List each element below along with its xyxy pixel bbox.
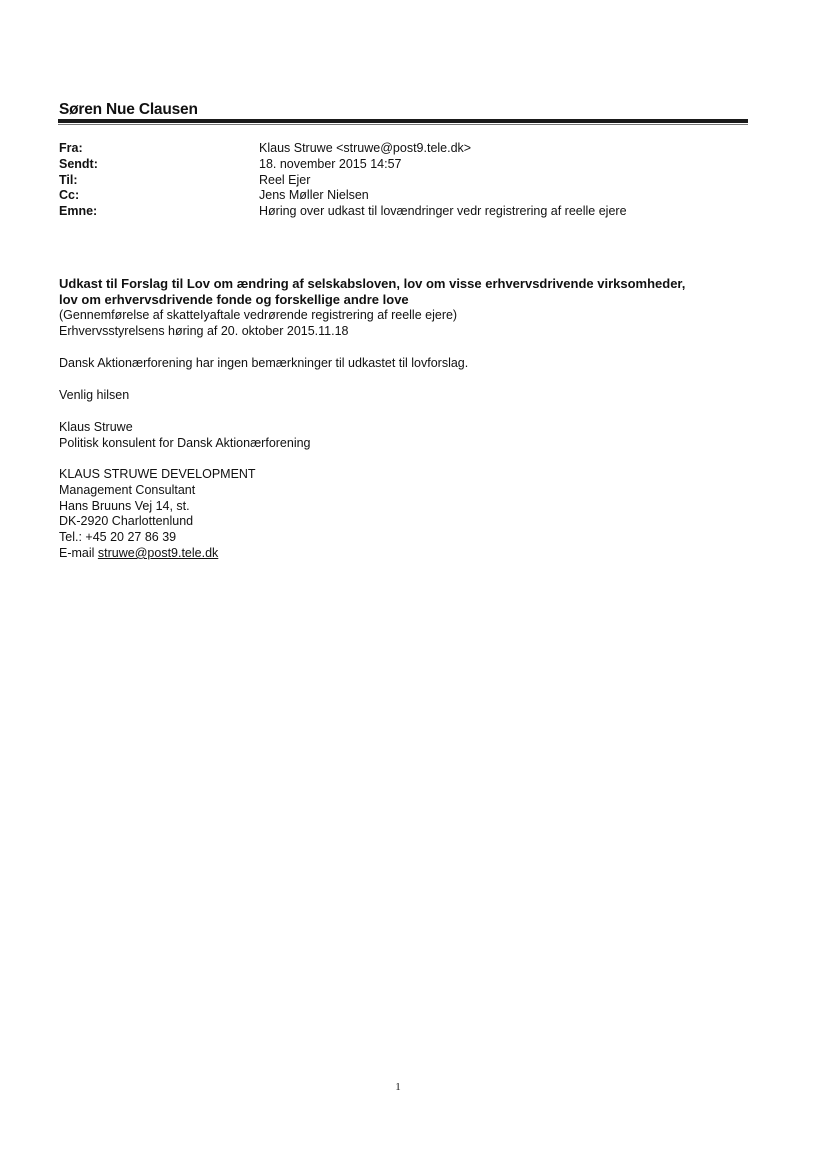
company-email-link[interactable]: struwe@post9.tele.dk	[97, 545, 219, 560]
bill-title-line-2: lov om erhvervsdrivende fonde og forskellige andre love	[59, 291, 409, 307]
header-divider	[58, 119, 748, 123]
company-name: KLAUS STRUWE DEVELOPMENT	[59, 467, 256, 481]
sent-row	[59, 157, 627, 173]
signature	[59, 420, 759, 452]
header-divider-thin	[58, 124, 748, 125]
sent-value: 18. november 2015 14:57	[259, 156, 402, 171]
sent-label: Sendt:	[59, 156, 98, 171]
email-header	[59, 141, 627, 220]
subject-label: Emne:	[59, 204, 98, 219]
sender-name: Søren Nue Clausen	[59, 101, 198, 118]
company-email-line	[59, 546, 759, 562]
signature-role: Politisk konsulent for Dansk Aktionærforening	[59, 435, 311, 450]
comment-paragraph: Dansk Aktionærforening har ingen bemærkninger til udkastet til lovforslag.	[59, 356, 469, 370]
to-value: Reel Ejer	[259, 172, 311, 187]
cc-value: Jens Møller Nielsen	[259, 188, 369, 203]
company-title: Management Consultant	[59, 482, 196, 497]
from-label: Fra:	[59, 141, 83, 155]
company-street: Hans Bruuns Vej 14, st.	[59, 498, 190, 513]
cc-row	[59, 188, 627, 204]
to-label: Til:	[59, 172, 78, 187]
subject-row	[59, 204, 627, 220]
cc-label: Cc:	[59, 188, 80, 203]
bill-subtitle-line-2: Erhvervsstyrelsens høring af 20. oktober 2015.11.18	[59, 323, 349, 338]
to-row	[59, 173, 627, 189]
company-phone: Tel.: +45 20 27 86 39	[59, 530, 177, 545]
bill-subtitle	[59, 308, 759, 340]
greeting: Venlig hilsen	[59, 388, 130, 402]
from-value: Klaus Struwe <struwe@post9.tele.dk>	[259, 141, 472, 155]
company-block	[59, 467, 759, 562]
bill-title	[59, 276, 759, 308]
from-row	[59, 141, 627, 157]
subject-value: Høring over udkast til lovændringer vedr registrering af reelle ejere	[259, 204, 627, 219]
company-email-prefix: E-mail	[59, 545, 98, 560]
bill-subtitle-line-1: (Gennemførelse af skatteIyaftale vedrørende registrering af reelle ejere)	[59, 308, 458, 322]
page-number: 1	[395, 1081, 401, 1093]
bill-title-line-1: Udkast til Forslag til Lov om ændring af selskabsloven, lov om visse erhvervsdrivende virksomheder,	[59, 276, 686, 291]
company-city: DK-2920 Charlottenlund	[59, 514, 194, 529]
signature-name: Klaus Struwe	[59, 420, 133, 434]
